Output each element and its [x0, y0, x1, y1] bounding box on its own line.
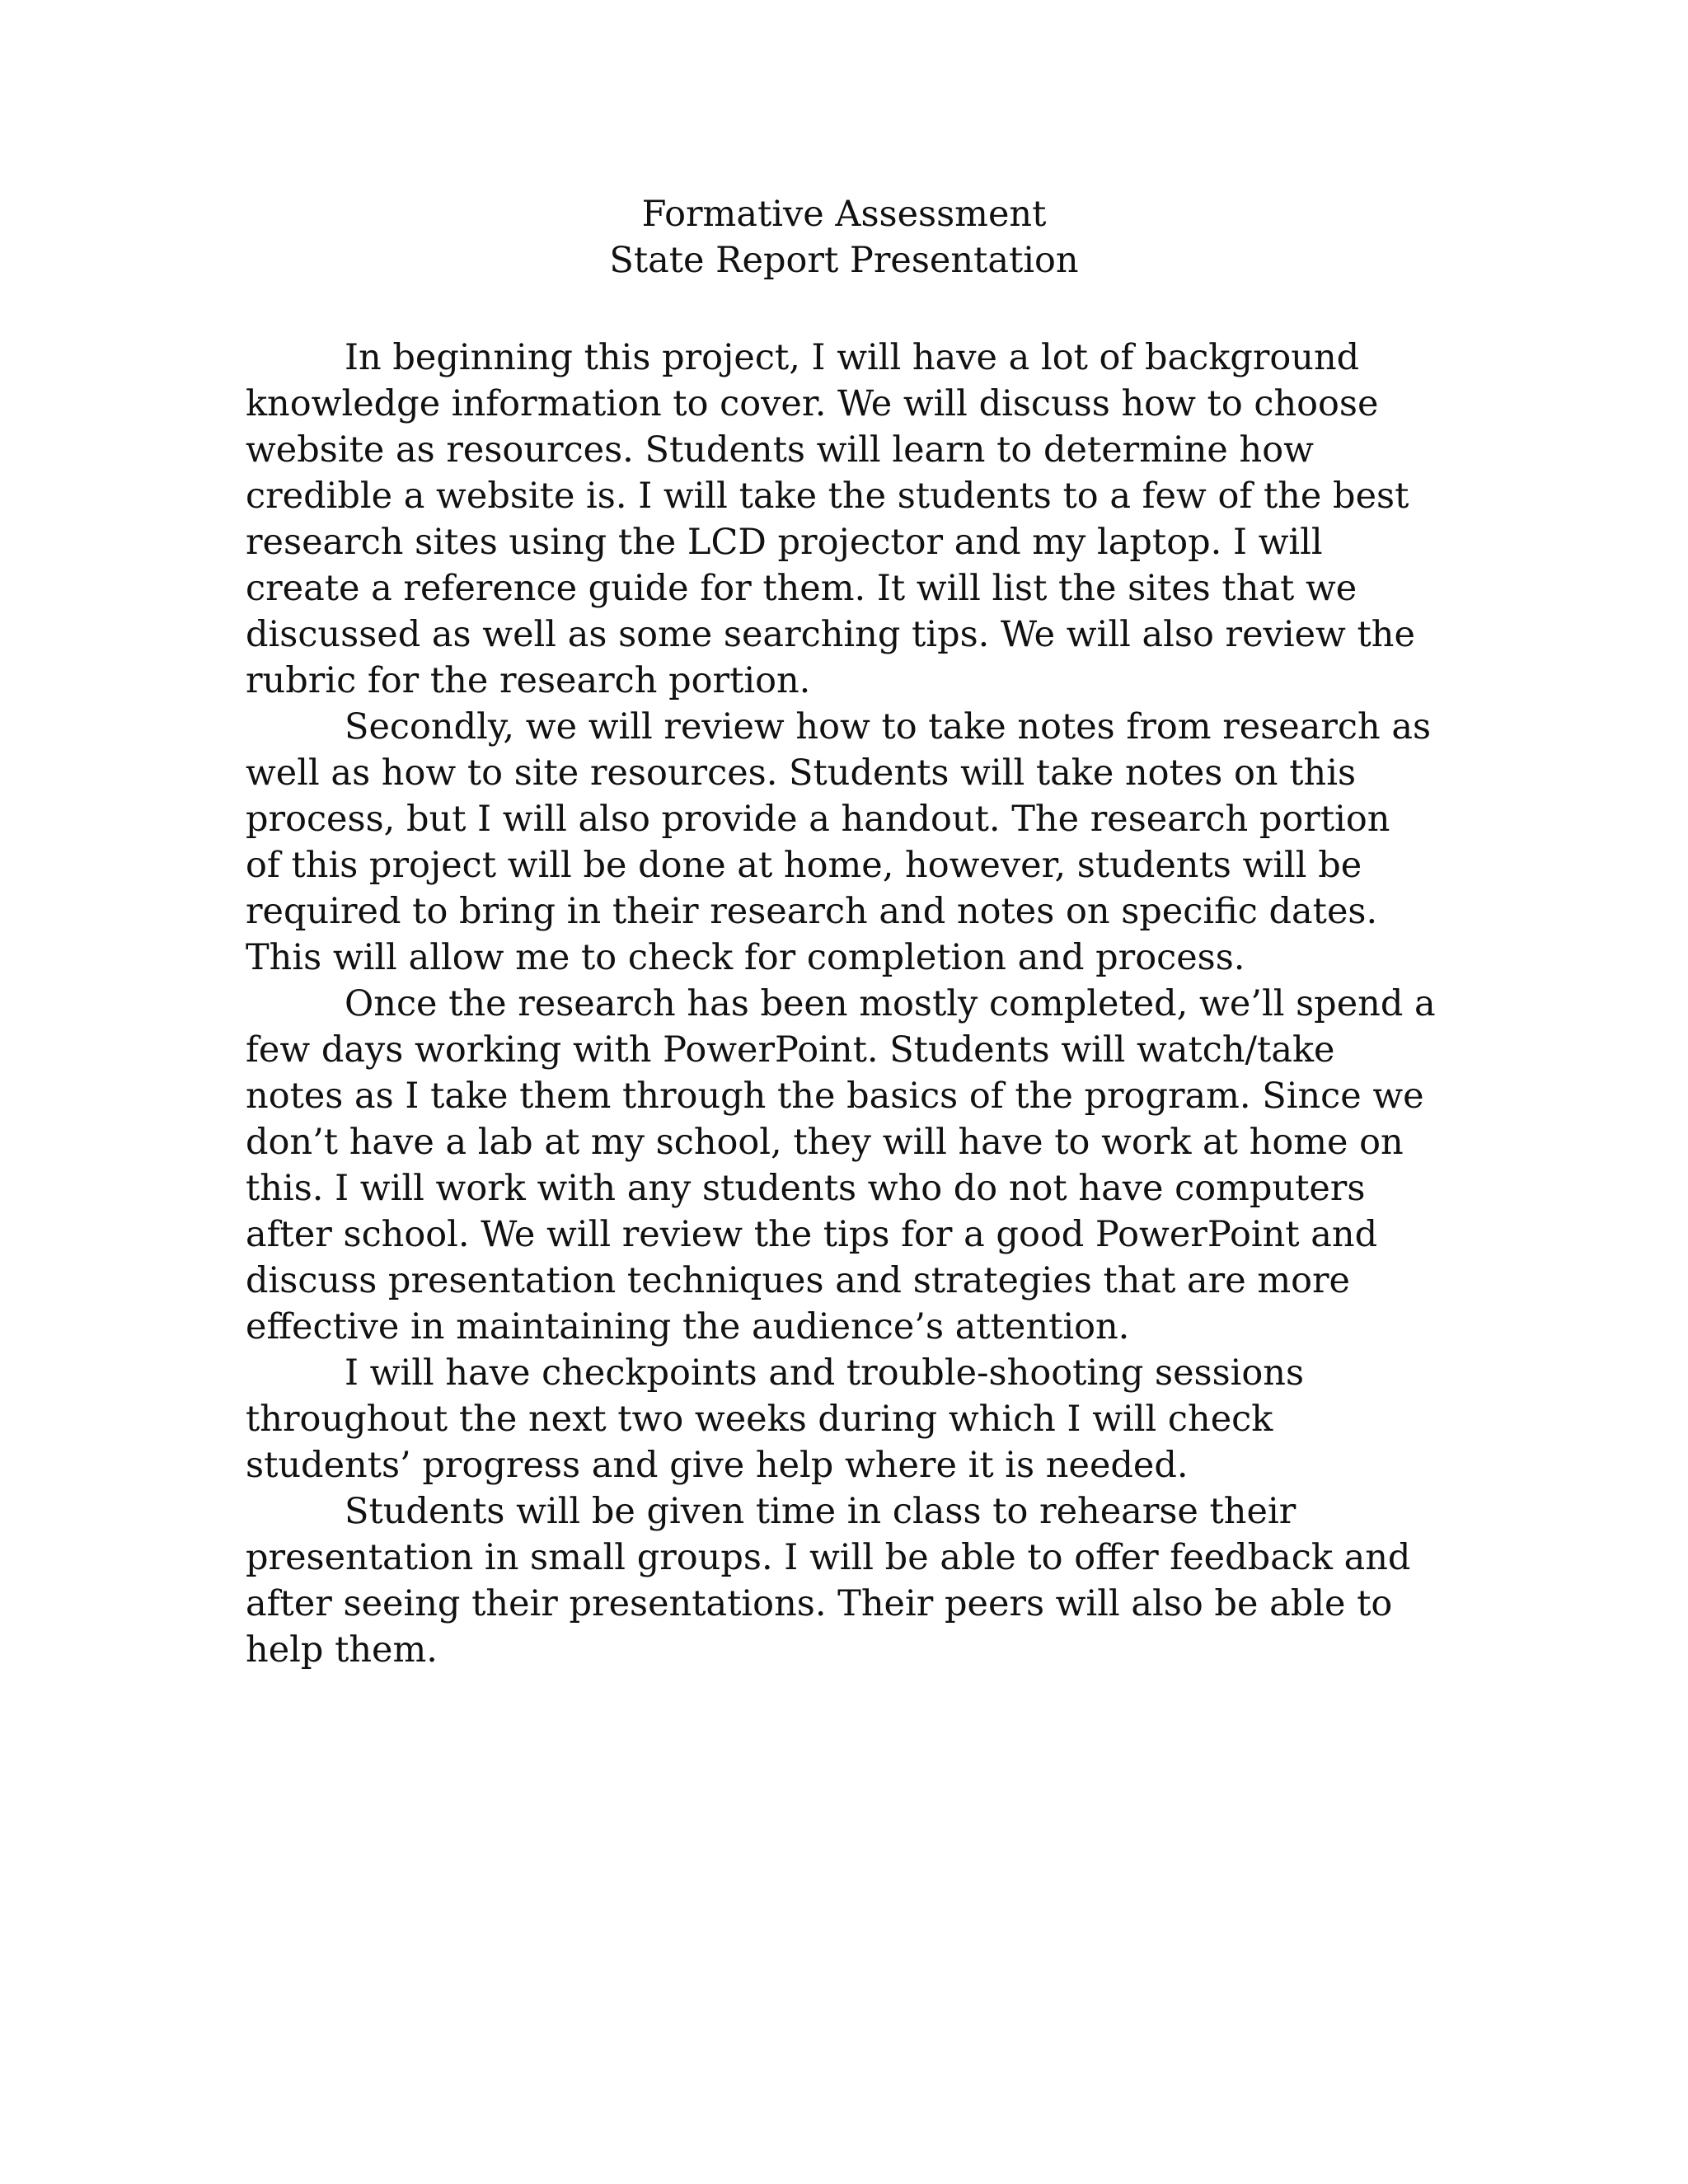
paragraph-line: knowledge information to cover. We will discuss how to choose: [246, 383, 1379, 424]
paragraph-line: create a reference guide for them. It will list the sites that we: [246, 568, 1357, 609]
paragraph-line: required to bring in their research and notes on specific dates.: [246, 891, 1378, 932]
paragraph-line: presentation in small groups. I will be able to offer feedback and: [246, 1537, 1411, 1578]
paragraph-line: credible a website is. I will take the students to a few of the best: [246, 476, 1409, 517]
paragraph-line: notes as I take them through the basics of the program. Since we: [246, 1076, 1424, 1117]
paragraph-line: process, but I will also provide a handout. The research portion: [246, 799, 1390, 840]
paragraph-line: throughout the next two weeks during which I will check: [246, 1399, 1273, 1440]
paragraph-line: In beginning this project, I will have a lot of background: [345, 337, 1360, 378]
paragraph-line: This will allow me to check for completion and process.: [246, 937, 1245, 978]
document-body: [246, 335, 1449, 1673]
paragraph-line: Secondly, we will review how to take notes from research as: [345, 706, 1432, 748]
paragraph-line: website as resources. Students will learn to determine how: [246, 429, 1314, 471]
paragraph-line: discuss presentation techniques and strategies that are more: [246, 1260, 1350, 1301]
paragraph-line: Once the research has been mostly completed, we’ll spend a: [345, 983, 1436, 1024]
paragraph-line: students’ progress and give help where it is needed.: [246, 1445, 1189, 1486]
paragraph-line: few days working with PowerPoint. Students will watch/take: [246, 1029, 1335, 1071]
paragraph-line: I will have checkpoints and trouble-shooting sessions: [345, 1352, 1305, 1394]
paragraph-3: [246, 981, 1449, 1350]
paragraph-line: effective in maintaining the audience’s attention.: [246, 1306, 1130, 1347]
document-title: Formative Assessment: [641, 194, 1047, 235]
paragraph-line: rubric for the research portion.: [246, 660, 811, 701]
paragraph-line: don’t have a lab at my school, they will have to work at home on: [246, 1122, 1404, 1163]
paragraph-line: help them.: [246, 1629, 438, 1671]
paragraph-2: [246, 704, 1449, 981]
paragraph-line: after school. We will review the tips for a good PowerPoint and: [246, 1214, 1378, 1255]
document-subtitle: State Report Presentation: [609, 240, 1079, 281]
document-heading: [0, 191, 1688, 284]
paragraph-line: after seeing their presentations. Their peers will also be able to: [246, 1583, 1393, 1624]
paragraph-1: [246, 335, 1449, 704]
paragraph-line: this. I will work with any students who do not have computers: [246, 1168, 1366, 1209]
paragraph-line: well as how to site resources. Students will take notes on this: [246, 752, 1357, 794]
paragraph-4: [246, 1350, 1449, 1488]
paragraph-5: [246, 1488, 1449, 1673]
paragraph-line: research sites using the LCD projector and my laptop. I will: [246, 522, 1323, 563]
paragraph-line: Students will be given time in class to rehearse their: [345, 1491, 1296, 1532]
paragraph-line: of this project will be done at home, however, students will be: [246, 845, 1362, 886]
paragraph-line: discussed as well as some searching tips. We will also review the: [246, 614, 1415, 655]
